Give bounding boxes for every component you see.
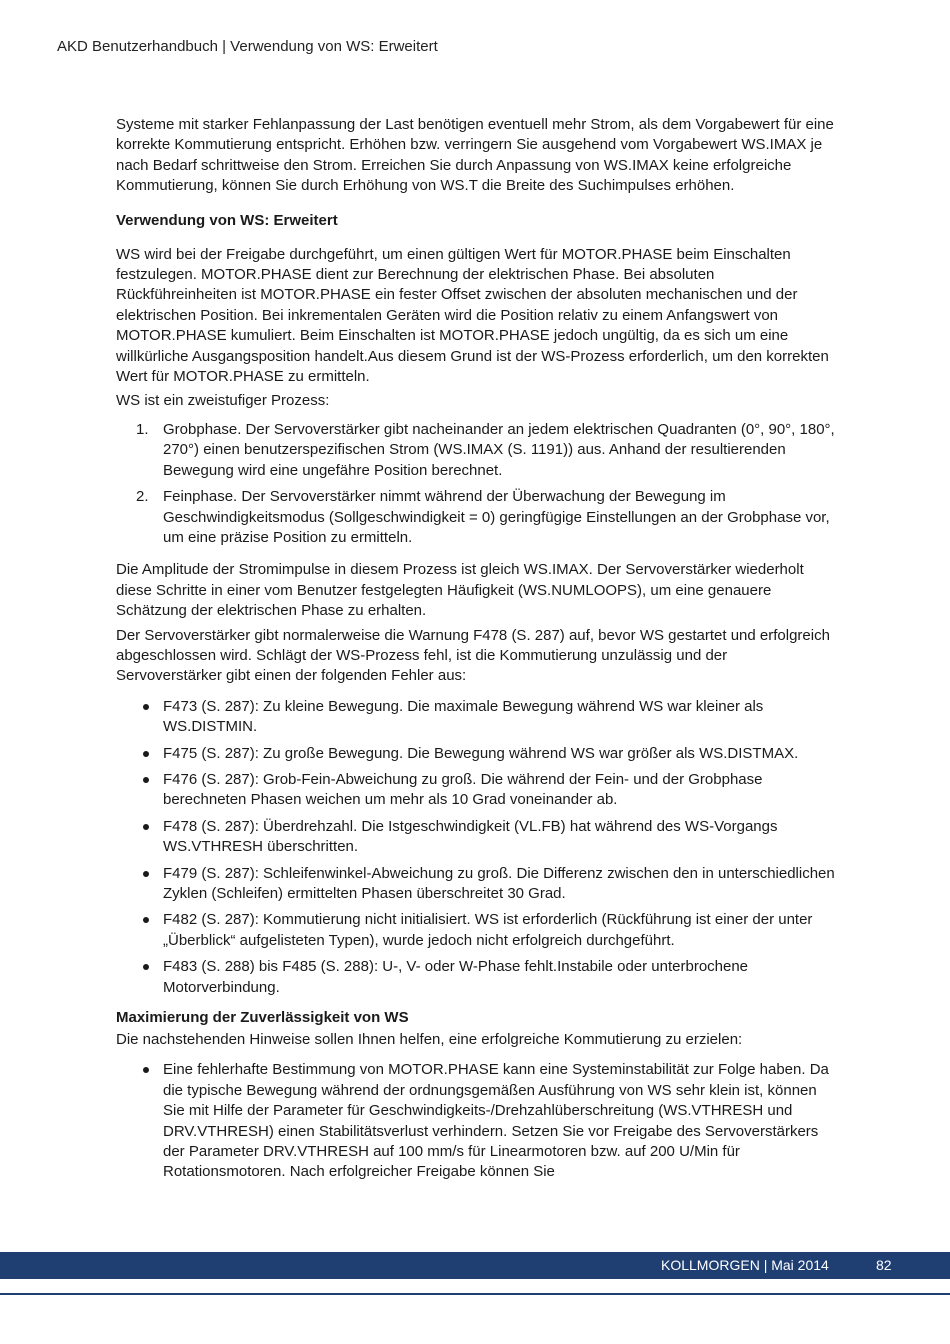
page-number: 82 <box>876 1257 892 1273</box>
page-header: AKD Benutzerhandbuch | Verwendung von WS: Erweitert <box>57 38 438 55</box>
bullet-icon <box>143 824 149 830</box>
fault-text: F479 (S. 287): Schleifenwinkel-Abweichung zu groß. Die Differenz zwischen den in unterschiedlichen Zyklen (Schleifen) ermittelten Phasen überschreitet 30 Grad. <box>163 864 835 902</box>
fault-text: F473 (S. 287): Zu kleine Bewegung. Die maximale Bewegung während WS war kleiner als WS.DISTMIN. <box>163 697 764 736</box>
fault-text: F483 (S. 288) bis F485 (S. 288): U-, V- oder W-Phase fehlt.Instabile oder unterbrochene Motorverbindung. <box>163 958 749 996</box>
list-item <box>116 744 836 764</box>
list-item <box>116 817 836 858</box>
step-number: 1. <box>136 420 149 438</box>
list-item <box>116 957 836 998</box>
intro-paragraph: Systeme mit starker Fehlanpassung der Last benötigen eventuell mehr Strom, als dem Vorgabewert für eine korrekte Kommutierung entspricht. Erhöhen bzw. verringern Sie ausgehend vom Vorgabewert WS.IMAX je nach Bedarf schrittweise den Strom. Erreichen Sie durch Anpassung von WS.IMAX keine erfolgreiche Kommutierung, können Sie durch Erhöhung von WS.T die Breite des Suchimpulses erhöhen. <box>116 116 834 195</box>
section1-paragraph-3: Die Amplitude der Stromimpulse in diesem Prozess ist gleich WS.IMAX. Der Servoverstärker wiederholt diese Schritte in einer vom Benutzer festgelegten Häufigkeit (WS.NUMLOOPS), um eine genauere Schätzung der elektrischen Phase zu erhalten. <box>116 561 804 620</box>
bullet-icon <box>143 871 149 877</box>
fault-text: F482 (S. 287): Kommutierung nicht initialisiert. WS ist erforderlich (Rückführung ist einer der unter „Überblick“ aufgelisteten Typen), wurde jedoch nicht erfolgreich durchgeführt. <box>163 911 813 949</box>
list-item <box>116 864 836 905</box>
list-item <box>116 420 836 481</box>
process-steps-list <box>116 420 836 548</box>
section1-paragraph-4: Der Servoverstärker gibt normalerweise die Warnung F478 (S. 287) auf, bevor WS gestartet und erfolgreich abgeschlossen wird. Schlägt der WS-Prozess fehl, ist die Kommutierung unzulässig und der Servoverstärker gibt einen der folgenden Fehler aus: <box>116 626 830 685</box>
section1-paragraph-2: WS ist ein zweistufiger Prozess: <box>116 392 330 410</box>
bullet-icon <box>143 777 149 783</box>
list-item <box>116 697 836 738</box>
section2-paragraph-1: Die nachstehenden Hinweise sollen Ihnen helfen, eine erfolgreiche Kommutierung zu erzielen: <box>116 1031 743 1049</box>
step-number: 2. <box>136 488 149 506</box>
fault-list <box>116 697 836 998</box>
fault-text: F478 (S. 287): Überdrehzahl. Die Istgeschwindigkeit (VL.FB) hat während des WS-Vorgangs WS.VTHRESH überschritten. <box>163 817 778 856</box>
bullet-icon <box>143 751 149 757</box>
step-text: Feinphase. Der Servoverstärker nimmt während der Überwachung der Bewegung im Geschwindigkeitsmodus (Sollgeschwindigkeit = 0) geringfügige Einstellungen an der Grobphase vor, um eine präzise Position zu ermitteln. <box>163 488 830 546</box>
tip-text: Eine fehlerhafte Bestimmung von MOTOR.PHASE kann eine Systeminstabilität zur Folge haben. Da die typische Bewegung während der ordnungsgemäßen Ausführung von WS sehr klein ist, können Sie mit Hilfe der Parameter für Geschwindigkeits-/Drehzahlüberschreitung (WS.VTHRESH und DRV.VTHRESH) einen Stabilitätsverlust verhindern. Setzen Sie vor Freigabe des Servoverstärkers der Parameter DRV.VTHRESH auf 100 mm/s für Linearmotoren bzw. auf 200 U/Min für Rotationsmotoren. Nach erfolgreicher Freigabe können Sie <box>163 1061 829 1181</box>
list-item <box>116 770 836 811</box>
bullet-icon <box>143 964 149 970</box>
list-item <box>116 487 836 548</box>
tips-list <box>116 1060 836 1182</box>
bullet-icon <box>143 704 149 710</box>
footer-publisher-date: KOLLMORGEN | Mai 2014 <box>661 1257 829 1273</box>
bullet-icon <box>143 917 149 923</box>
fault-text: F476 (S. 287): Grob-Fein-Abweichung zu groß. Die während der Fein- und der Grobphase berechneten Phasen weichen um mehr als 10 Grad voneinander ab. <box>163 770 763 809</box>
section-heading-ws-reliability: Maximierung der Zuverlässigkeit von WS <box>116 1009 409 1027</box>
footer-divider <box>0 1293 950 1295</box>
document-body <box>116 115 836 1193</box>
list-item <box>116 910 836 951</box>
bullet-icon <box>143 1067 149 1073</box>
fault-text: F475 (S. 287): Zu große Bewegung. Die Bewegung während WS war größer als WS.DISTMAX. <box>163 744 799 762</box>
section1-paragraph-1: WS wird bei der Freigabe durchgeführt, um einen gültigen Wert für MOTOR.PHASE beim Einschalten festzulegen. MOTOR.PHASE dient zur Berechnung der elektrischen Phase. Bei absoluten Rückführeinheiten ist MOTOR.PHASE ein fester Offset zwischen der absoluten mechanischen und der elektrischen Position. Bei inkrementalen Geräten wird die Position relativ zu einem Anfangswert von MOTOR.PHASE kumuliert. Beim Einschalten ist MOTOR.PHASE jedoch ungültig, da es sich um eine willkürliche Ausgangsposition handelt.Aus diesem Grund ist der WS-Prozess erforderlich, um den korrekten Wert für MOTOR.PHASE zu ermitteln. <box>116 245 829 386</box>
step-text: Grobphase. Der Servoverstärker gibt nacheinander an jedem elektrischen Quadranten (0°, 90°, 180°, 270°) einen benutzerspezifischen Strom (WS.IMAX (S. 1191)) aus. Anhand der resultierenden Bewegung wird eine ungefähre Position berechnet. <box>163 420 835 479</box>
section-heading-ws-advanced: Verwendung von WS: Erweitert <box>116 211 338 229</box>
list-item <box>116 1060 836 1182</box>
